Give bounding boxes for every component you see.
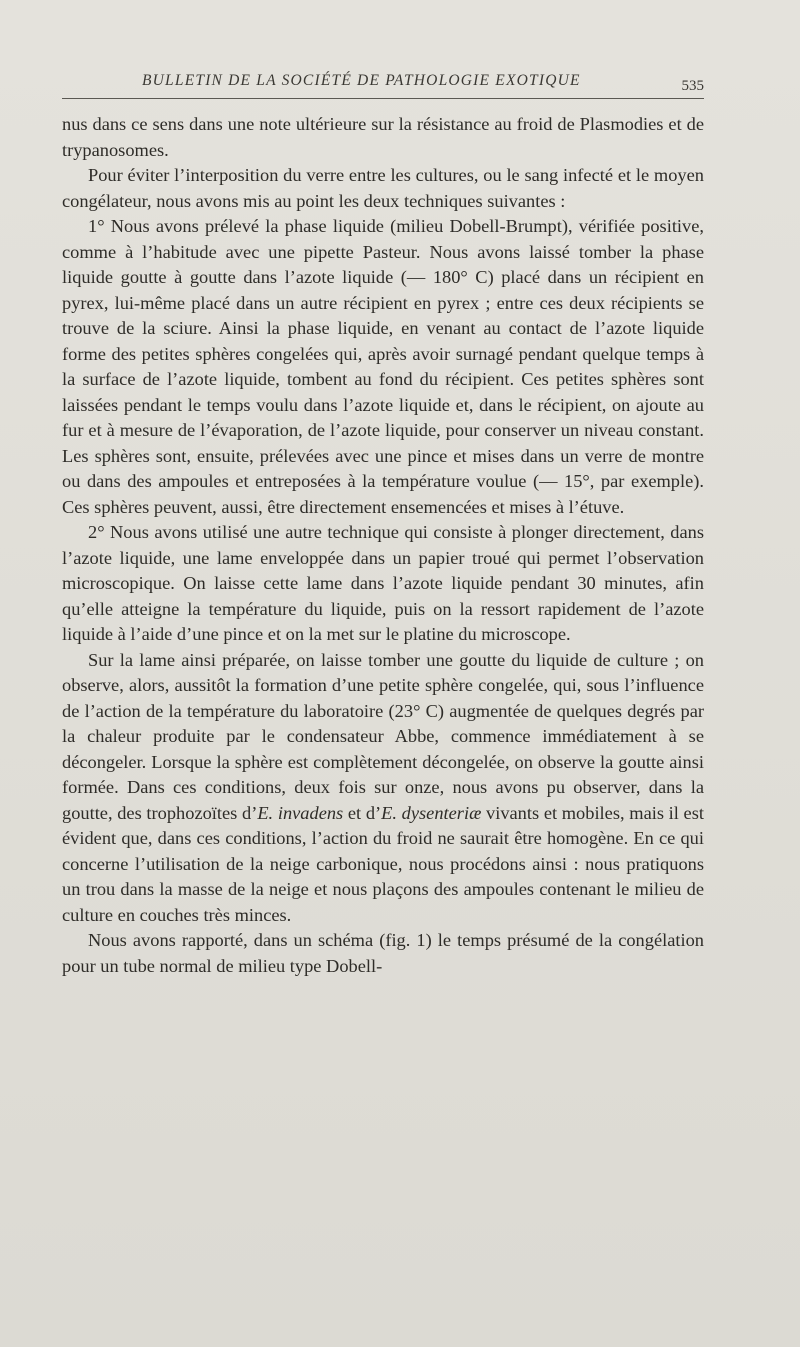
paragraph-5 <box>62 648 704 929</box>
paragraph-3: 1° Nous avons prélevé la phase liquide (milieu Dobell-Brumpt), vérifiée positive, comme à l’habitude avec une pipette Pasteur. Nous avons laissé tomber la phase liquide goutte à goutte dans l’azote liquide (— 180° C) placé dans un récipient en pyrex, lui-même placé dans un autre récipient en pyrex ; entre ces deux récipients se trouve de la sciure. Ainsi la phase liquide, en venant au contact de l’azote liquide forme des petites sphères congelées qui, après avoir surnagé pendant quelque temps à la surface de l’azote liquide, tombent au fond du récipient. Ces petites sphères sont laissées pendant le temps voulu dans l’azote liquide et, dans le récipient, on ajoute au fur et à mesure de l’évaporation, de l’azote liquide, pour conserver un niveau constant. Les sphères sont, ensuite, prélevées avec une pince et mises dans un verre de montre ou dans des ampoules et entreposées à la température voulue (— 15°, par exemple). Ces sphères peuvent, aussi, être directement ensemencées et mises à l’étuve. <box>62 216 704 517</box>
header-rule <box>62 98 704 99</box>
page-header <box>62 64 710 100</box>
paragraph-2: Pour éviter l’interposition du verre entre les cultures, ou le sang infecté et le moyen congélateur, nous avons mis au point les deux techniques suivantes : <box>62 165 704 211</box>
running-title: BULLETIN DE LA SOCIÉTÉ DE PATHOLOGIE EXOTIQUE <box>142 72 581 89</box>
body-text <box>62 112 704 979</box>
paragraph-1: nus dans ce sens dans une note ultérieure sur la résistance au froid de Plasmodies et de trypanosomes. <box>62 114 704 160</box>
paragraph-6: Nous avons rapporté, dans un schéma (fig. 1) le temps présumé de la congélation pour un tube normal de milieu type Dobell- <box>62 930 704 976</box>
paragraph-5-part-c: vivants et mobiles, mais il est évident que, dans ces conditions, l’action du froid ne saurait être homogène. En ce qui concerne l’utilisation de la neige carbonique, nous procédons ainsi : nous pratiquons un trou dans la masse de la neige et nous plaçons des ampoules contenant le milieu de culture en couches très minces. <box>62 802 704 925</box>
species-name-dysenteriae: E. dysenteriæ <box>381 802 482 823</box>
page-number: 535 <box>681 78 704 94</box>
species-name-invadens: E. invadens <box>257 802 344 823</box>
paragraph-5-part-b: et d’ <box>343 802 382 823</box>
paragraph-5-part-a: Sur la lame ainsi préparée, on laisse tomber une goutte du liquide de culture ; on observe, alors, aussitôt la formation d’une petite sphère congelée, qui, sous l’influence de l’action de la température du laboratoire (23° C) augmentée de quelques degrés par la chaleur produite par le condensateur Abbe, commence immédiatement à se décongeler. Lorsque la sphère est complètement décongelée, on observe la goutte ainsi formée. Dans ces conditions, deux fois sur onze, nous avons pu observer, dans la goutte, des trophozoïtes d’ <box>62 649 704 823</box>
paragraph-4: 2° Nous avons utilisé une autre technique qui consiste à plonger directement, dans l’azote liquide, une lame enveloppée dans un papier troué qui permet l’observation microscopique. On laisse cette lame dans l’azote liquide pendant 30 minutes, afin qu’elle atteigne la température du liquide, puis on la ressort rapidement de l’azote liquide à l’aide d’une pince et on la met sur le platine du microscope. <box>62 522 704 644</box>
